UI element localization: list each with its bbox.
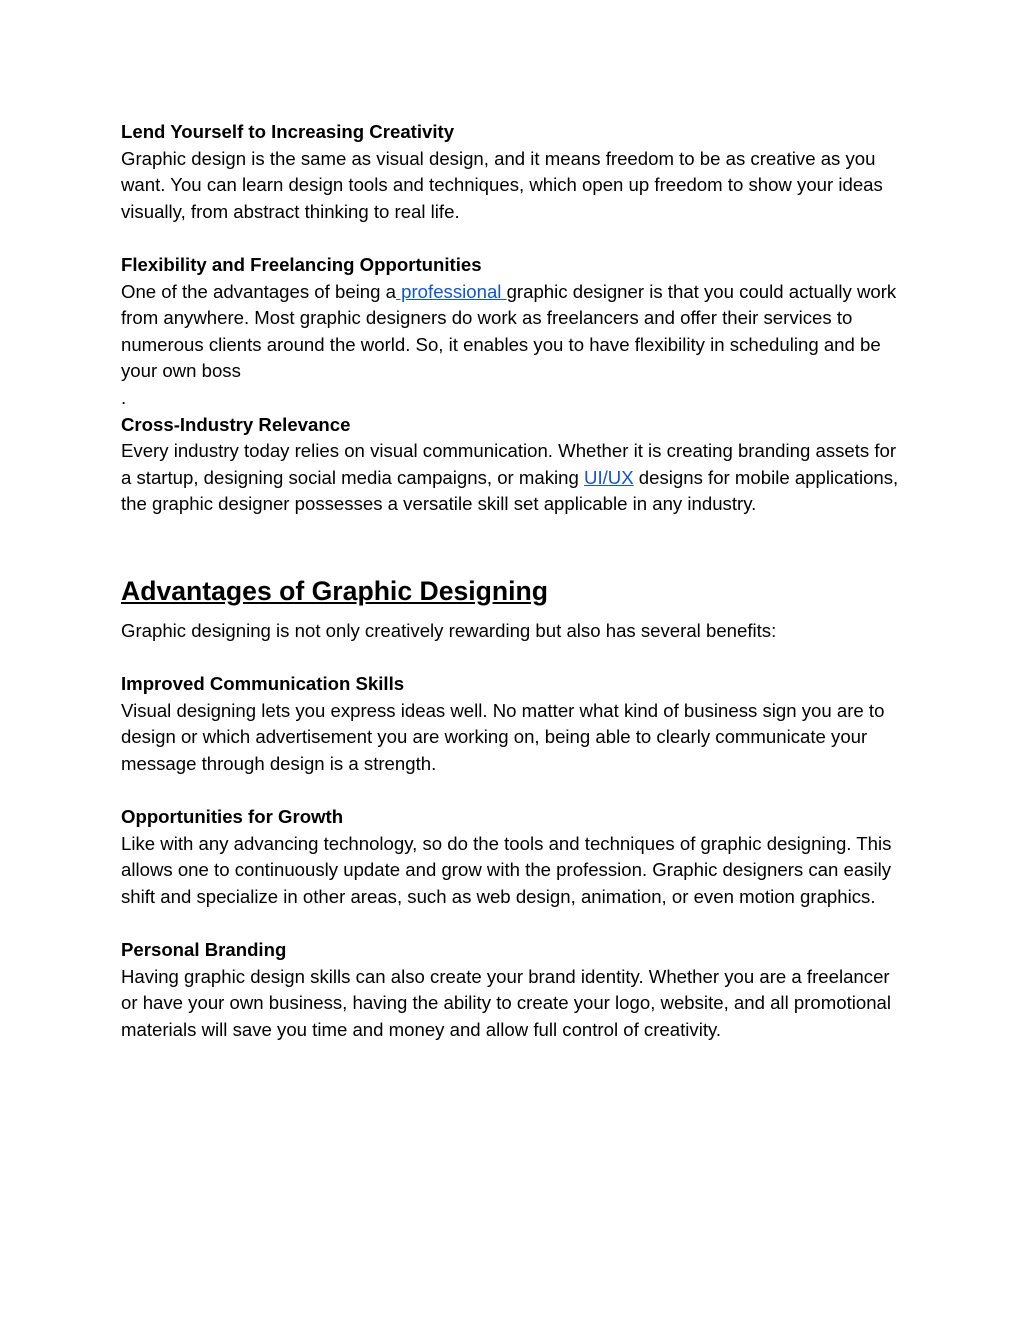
professional-link[interactable]: professional (395, 280, 507, 302)
section-paragraph (121, 279, 906, 385)
section-heading: Improved Communication Skills (121, 673, 405, 695)
paragraph-text: graphic designer is that you could actually work from anywhere. Most graphic designers do work as freelancers and offer their services to numerous clients around the world. So, it enables you to have flexibility in scheduling and be your own boss (121, 280, 897, 382)
paragraph-text: designs for mobile applications, the graphic designer possesses a versatile skill set applicable in any industry. (121, 466, 899, 515)
section-heading: Cross-Industry Relevance (121, 413, 351, 435)
section-paragraph: Visual designing lets you express ideas well. No matter what kind of business sign you are to design or which advertisement you are working on, being able to clearly communicate your message through design is a strength. (121, 699, 885, 774)
section-paragraph: Having graphic design skills can also create your brand identity. Whether you are a freelancer or have your own business, having the ability to create your logo, website, and all promotional materials will save you time and money and allow full control of creativity. (121, 965, 892, 1040)
document-page (121, 119, 906, 1043)
paragraph-spacer (121, 777, 906, 804)
paragraph-text: One of the advantages of being a (121, 280, 396, 302)
section-heading: Lend Yourself to Increasing Creativity (121, 121, 455, 142)
section-heading: Flexibility and Freelancing Opportunities (121, 253, 482, 275)
paragraph-spacer (121, 225, 906, 252)
section-communication (121, 671, 906, 777)
paragraph-text: Every industry today relies on visual communication. Whether it is creating branding assets for a startup, designing social media campaigns, or making (121, 440, 897, 488)
section-heading: Personal Branding (121, 939, 287, 961)
ui-ux-link[interactable]: UI/UX (584, 466, 634, 488)
section-paragraph (121, 438, 906, 518)
advantages-intro: Graphic designing is not only creatively rewarding but also has several benefits: (121, 619, 777, 641)
stray-period: . (121, 386, 127, 408)
section-heading: Opportunities for Growth (121, 806, 344, 828)
section-paragraph: Graphic design is the same as visual design, and it means freedom to be as creative as you want. You can learn design tools and techniques, which open up freedom to show your ideas visually, from abstract thinking to real life. (121, 147, 883, 222)
advantages-title: Advantages of Graphic Designing (121, 575, 549, 606)
paragraph-spacer (121, 910, 906, 937)
section-growth (121, 804, 906, 910)
paragraph-spacer (121, 645, 906, 672)
section-cross-industry (121, 412, 906, 518)
section-flexibility (121, 252, 906, 412)
section-creativity (121, 119, 906, 225)
section-paragraph: Like with any advancing technology, so do the tools and techniques of graphic designing. This allows one to continuously update and grow with the profession. Graphic designers can easily shift and specialize in other areas, such as web design, animation, or even motion graphics. (121, 832, 892, 907)
section-branding (121, 937, 906, 1043)
